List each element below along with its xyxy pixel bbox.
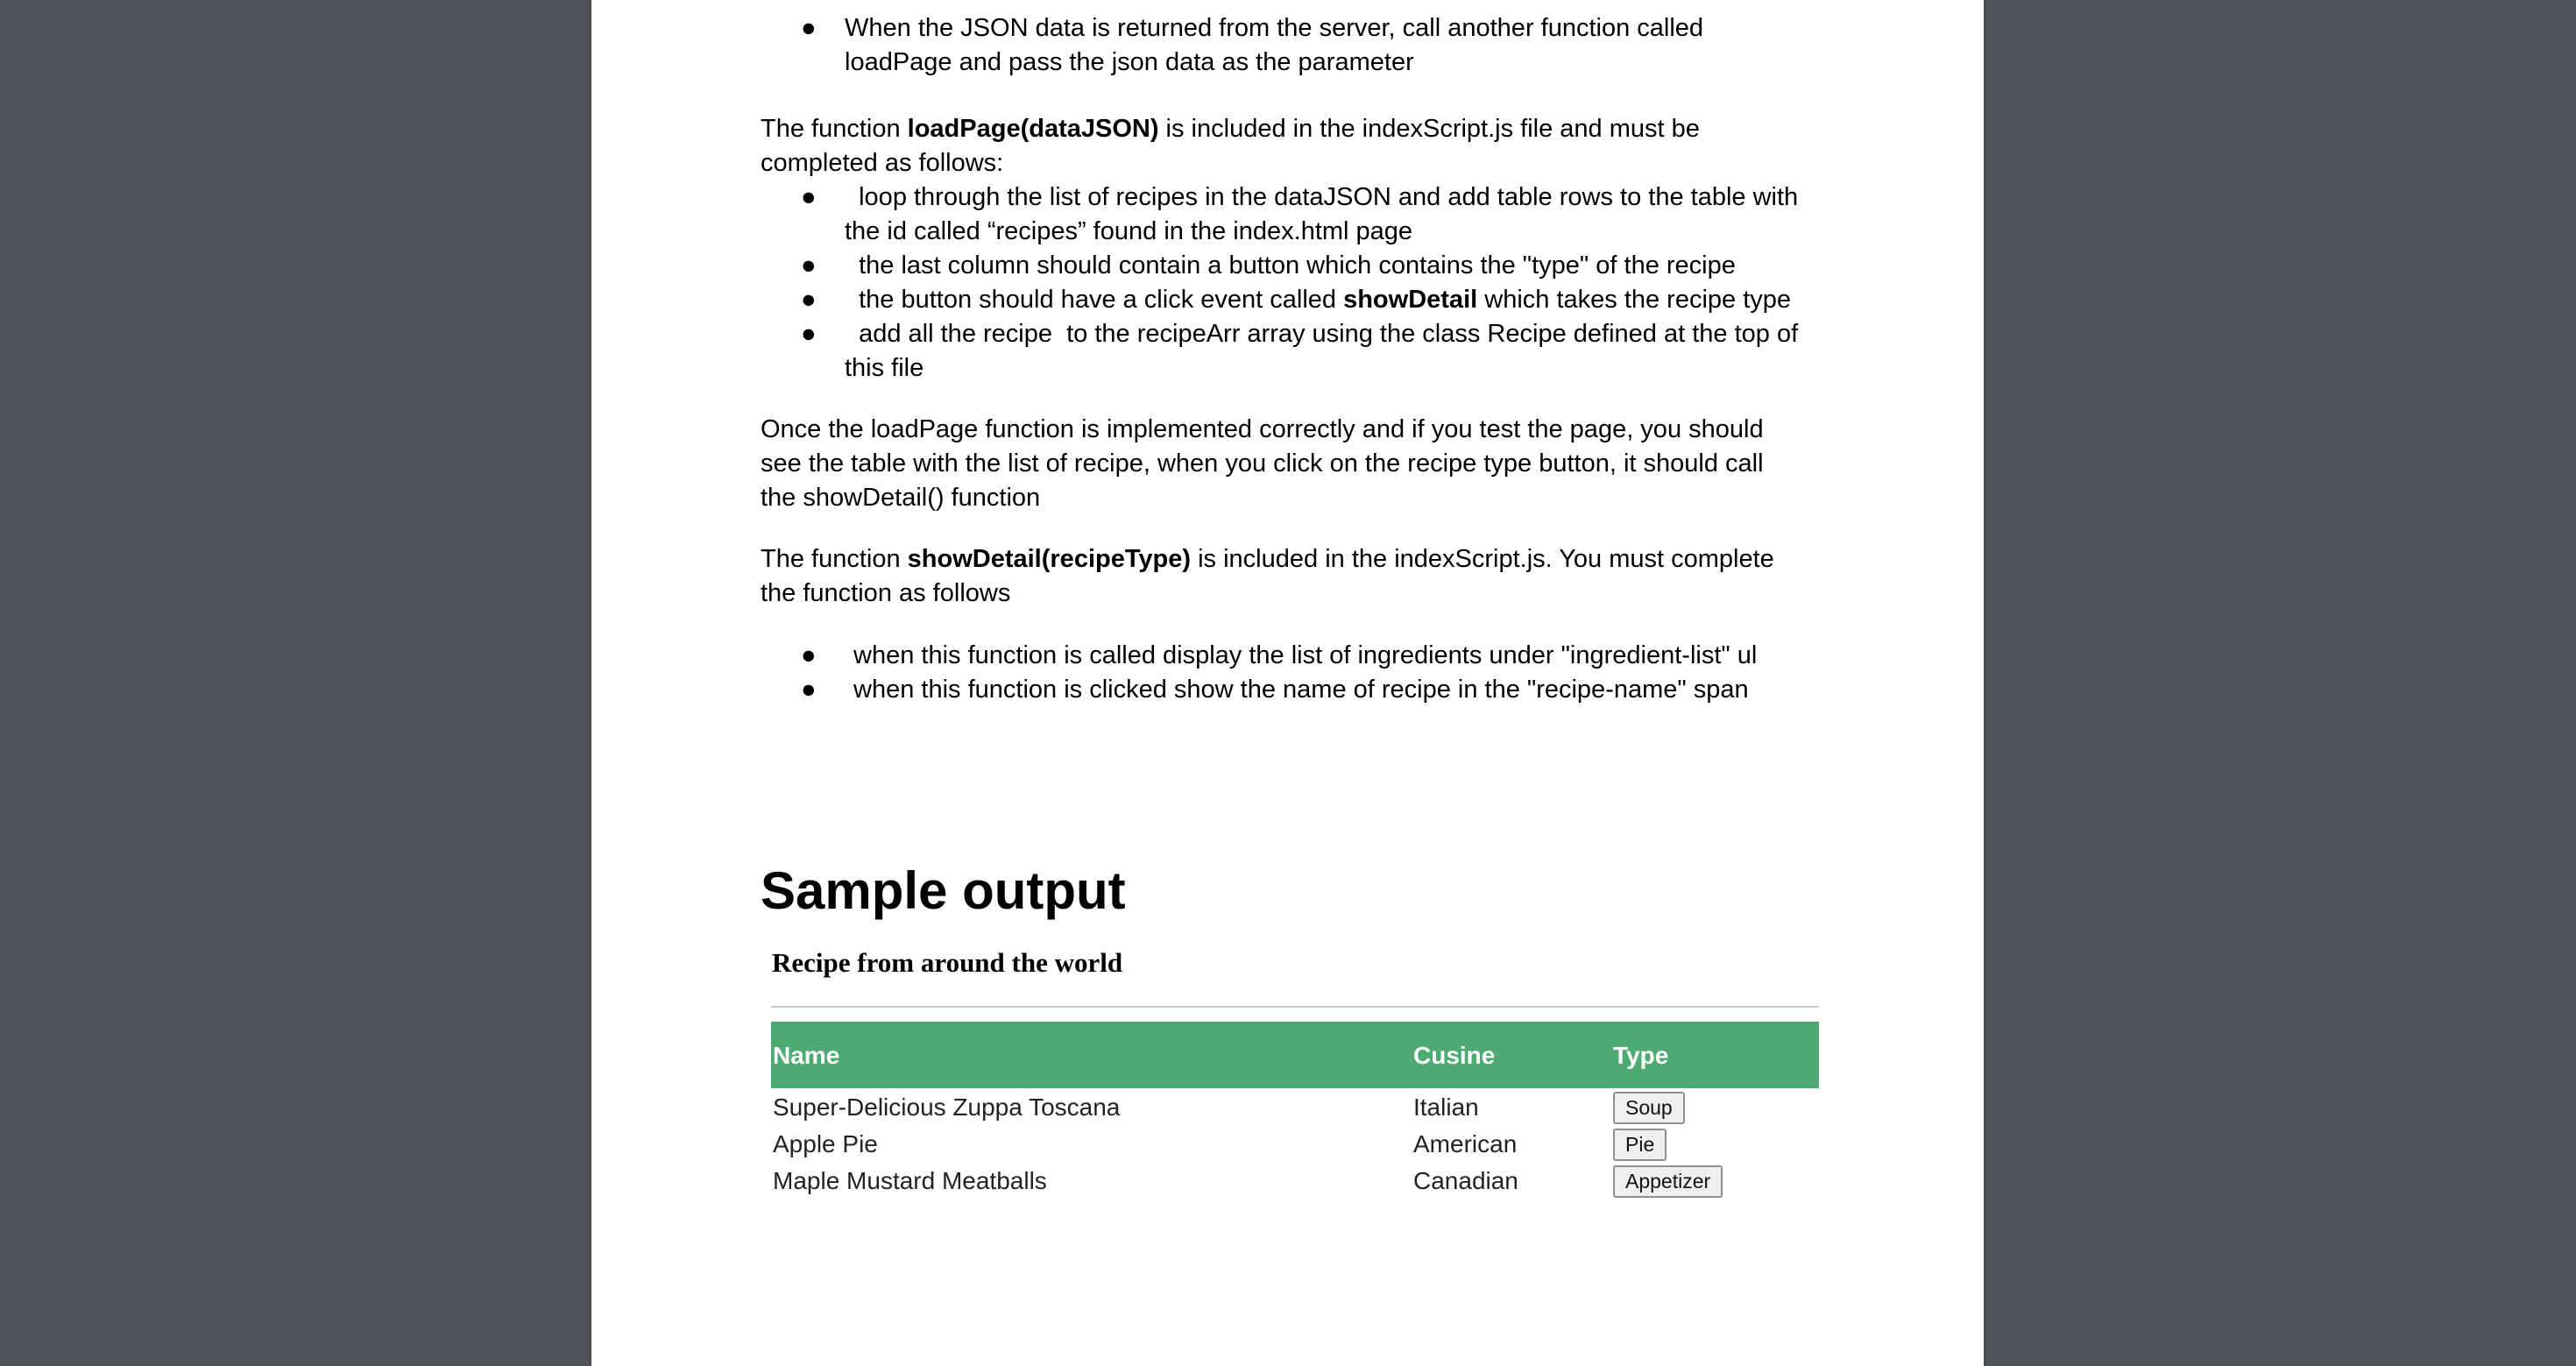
list-item-text: the id called “recipes” found in the index.html page (845, 217, 1413, 245)
recipe-type-cell (1611, 1162, 1819, 1199)
paragraph-text: see the table with the list of recipe, when you click on the recipe type button, it should call (761, 449, 1764, 478)
list-item-text: the button should have a click event called (845, 286, 1344, 314)
function-name: showDetail(recipeType) (907, 545, 1192, 573)
bullet-icon: ● (801, 641, 817, 669)
show-detail-section (761, 542, 1821, 707)
intro-text: The function (761, 115, 908, 143)
type-button[interactable]: Soup (1613, 1092, 1685, 1124)
table-row (771, 1088, 1819, 1125)
list-item-text: when this function is called display the list of ingredients under "ingredient-list" ul (853, 641, 1758, 669)
load-page-intro (761, 112, 1821, 180)
divider (771, 1006, 1819, 1008)
recipe-cuisine-cell: Italian (1413, 1093, 1479, 1121)
function-name: showDetail (1343, 286, 1478, 314)
intro-text: the function as follows (761, 579, 1011, 607)
recipe-type-cell (1611, 1125, 1819, 1162)
once-paragraph (761, 413, 1821, 515)
recipe-name-cell: Super-Delicious Zuppa Toscana (773, 1093, 1121, 1121)
sample-title: Recipe from around the world (772, 947, 1123, 978)
recipe-cuisine-cell: Canadian (1413, 1166, 1518, 1194)
recipes-table (771, 1022, 1819, 1199)
sample-output-heading: Sample output (761, 861, 1126, 920)
list-item (761, 283, 1821, 317)
list-item (761, 673, 1821, 707)
recipe-name-cell: Maple Mustard Meatballs (773, 1166, 1047, 1194)
bullet-icon: ● (801, 251, 817, 280)
list-item-text: loadPage and pass the json data as the parameter (845, 48, 1414, 76)
column-header-name: Name (771, 1022, 1412, 1088)
show-detail-bullet-list (761, 639, 1821, 707)
list-item (761, 639, 1821, 673)
column-header-cuisine: Cusine (1412, 1022, 1611, 1088)
list-item-text: which takes the recipe type (1477, 286, 1792, 314)
top-bullet-list (761, 11, 1821, 80)
bullet-icon: ● (801, 14, 817, 42)
list-item-text: add all the recipe to the recipeArr array using the class Recipe defined at the top of (845, 320, 1799, 348)
bullet-icon: ● (801, 676, 817, 704)
table-row (771, 1162, 1819, 1199)
list-item (761, 11, 1821, 80)
document-page (591, 0, 1984, 1366)
list-item (761, 249, 1821, 283)
column-header-type: Type (1611, 1022, 1819, 1088)
function-name: loadPage(dataJSON) (907, 115, 1159, 143)
intro-text: completed as follows: (761, 149, 1004, 177)
type-button[interactable]: Pie (1613, 1129, 1667, 1161)
intro-text: is included in the indexScript.js. You must complete (1191, 545, 1774, 573)
show-detail-intro (761, 542, 1821, 611)
list-item (761, 180, 1821, 249)
sample-output (771, 945, 1819, 1199)
load-page-section (761, 112, 1821, 386)
intro-text: The function (761, 545, 908, 573)
bullet-icon: ● (801, 320, 817, 348)
recipe-name-cell: Apple Pie (773, 1129, 878, 1157)
table-row (771, 1125, 1819, 1162)
intro-text: is included in the indexScript.js file and must be (1158, 115, 1700, 143)
table-header-row (771, 1022, 1819, 1088)
list-item-text: the last column should contain a button which contains the "type" of the recipe (845, 251, 1736, 280)
recipe-cuisine-cell: American (1413, 1129, 1518, 1157)
list-item-text: when this function is clicked show the name of recipe in the "recipe-name" span (853, 676, 1749, 704)
paragraph-text: the showDetail() function (761, 484, 1041, 512)
list-item-text: When the JSON data is returned from the server, call another function called (845, 14, 1704, 42)
bullet-icon: ● (801, 183, 817, 211)
recipe-type-cell (1611, 1088, 1819, 1125)
paragraph-text: Once the loadPage function is implemented correctly and if you test the page, you should (761, 415, 1764, 443)
list-item (761, 317, 1821, 386)
list-item-text: loop through the list of recipes in the dataJSON and add table rows to the table with (845, 183, 1799, 211)
bullet-icon: ● (801, 286, 817, 314)
type-button[interactable]: Appetizer (1613, 1165, 1723, 1198)
list-item-text: this file (845, 354, 924, 382)
load-page-bullet-list (761, 180, 1821, 386)
